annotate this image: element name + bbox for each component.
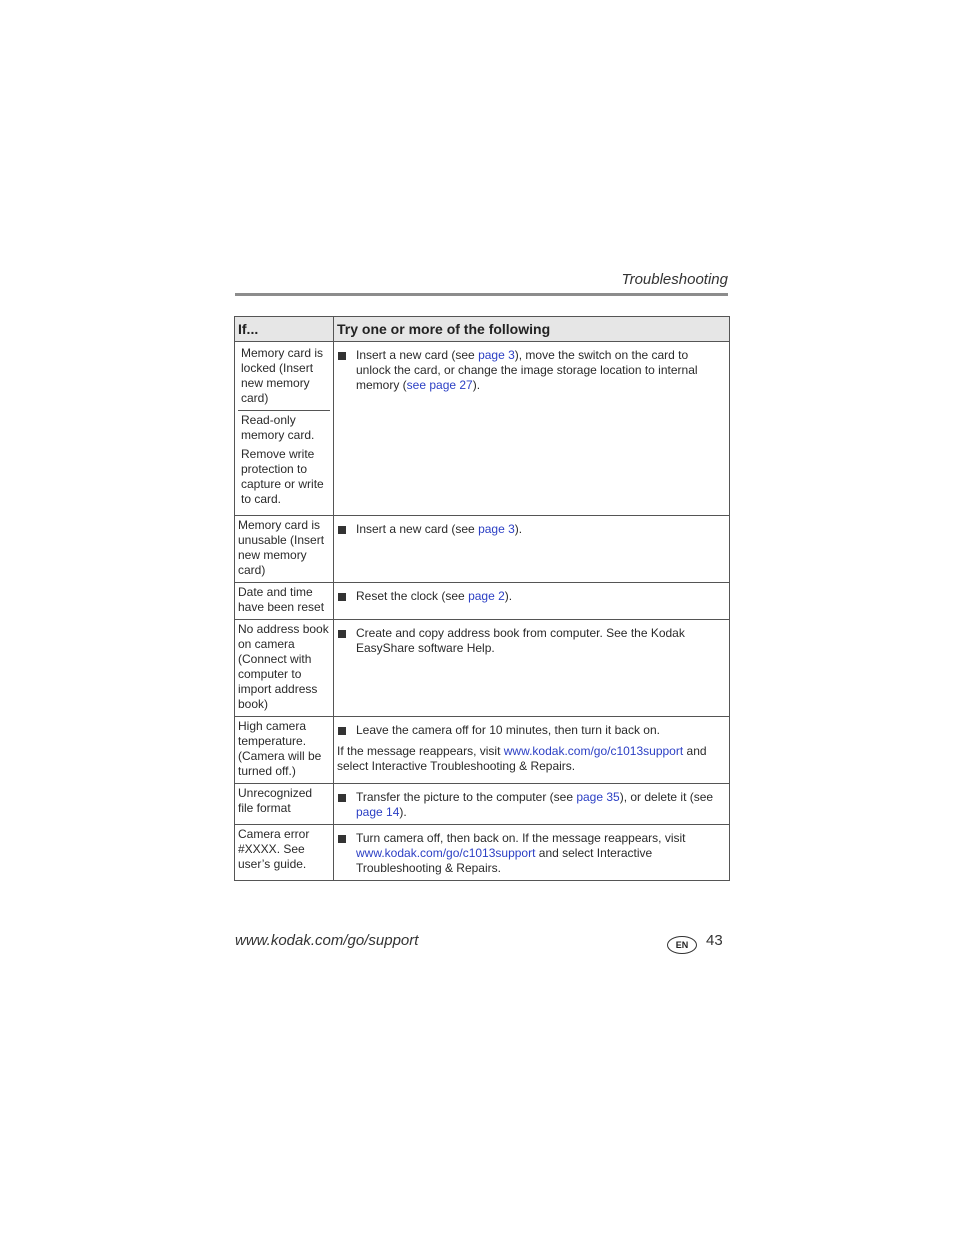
language-badge: EN — [667, 936, 697, 954]
try-cell — [334, 516, 730, 583]
if-read-only-text: Read-only memory card. — [241, 413, 315, 442]
item-text: Create and copy address book from computer. See the Kodak EasyShare software Help. — [356, 626, 685, 655]
note-text — [337, 744, 726, 774]
link-support-url[interactable]: www.kodak.com/go/c1013support — [503, 744, 684, 758]
if-read-only — [238, 410, 330, 511]
header-if: If... — [235, 317, 334, 342]
item-text: Insert a new card (see — [356, 522, 479, 536]
list-item — [337, 348, 726, 393]
if-cell — [235, 342, 334, 516]
square-bullet-icon — [338, 630, 346, 638]
link-support-url[interactable]: www.kodak.com/go/c1013support — [356, 846, 536, 860]
list-item — [337, 626, 726, 656]
table-row — [235, 342, 730, 516]
try-cell — [334, 583, 730, 620]
page-number: 43 — [706, 932, 723, 949]
if-memory-locked: Memory card is locked (Insert new memory card) — [241, 346, 324, 405]
square-bullet-icon — [338, 593, 346, 601]
try-cell — [334, 717, 730, 784]
try-cell — [334, 620, 730, 717]
table-row — [235, 516, 730, 583]
item-text: Reset the clock (see — [356, 589, 469, 603]
square-bullet-icon — [338, 352, 346, 360]
link-page-14[interactable]: page 14 — [356, 805, 400, 819]
table-row — [235, 784, 730, 825]
header-try: Try one or more of the following — [334, 317, 730, 342]
if-cell: High camera temperature. (Camera will be turned off.) — [235, 717, 334, 784]
item-text: Leave the camera off for 10 minutes, then turn it back on. — [356, 723, 660, 737]
if-cell: Unrecognized file format — [235, 784, 334, 825]
item-text: ), or delete it (see — [619, 790, 714, 804]
square-bullet-icon — [338, 835, 346, 843]
header-rule — [235, 293, 728, 296]
try-cell — [334, 342, 730, 516]
if-cell: Date and time have been reset — [235, 583, 334, 620]
square-bullet-icon — [338, 794, 346, 802]
item-text: Transfer the picture to the computer (see — [356, 790, 577, 804]
table-row — [235, 825, 730, 881]
item-text: ). — [504, 589, 513, 603]
note-text-a: If the message reappears, visit — [337, 744, 504, 758]
link-page-2[interactable]: page 2 — [468, 589, 505, 603]
troubleshooting-table — [234, 316, 730, 881]
table-row — [235, 620, 730, 717]
list-item — [337, 522, 726, 537]
table-row — [235, 583, 730, 620]
link-page-3[interactable]: page 3 — [478, 348, 515, 362]
item-text: ). — [472, 378, 481, 392]
note-text-b: and select Interactive Troubleshooting & Repairs. — [337, 744, 707, 773]
try-cell — [334, 825, 730, 881]
list-item — [337, 831, 726, 876]
item-text: Insert a new card (see — [356, 348, 479, 362]
if-cell: No address book on camera (Connect with computer to import address book) — [235, 620, 334, 717]
square-bullet-icon — [338, 526, 346, 534]
square-bullet-icon — [338, 727, 346, 735]
try-cell — [334, 784, 730, 825]
link-page-27[interactable]: see page 27 — [406, 378, 473, 392]
if-remove-protection-text: Remove write protection to capture or write to card. — [241, 447, 324, 506]
item-text: ). — [514, 522, 523, 536]
table-row — [235, 717, 730, 784]
list-item — [337, 790, 726, 820]
item-text: Turn camera off, then back on. If the message reappears, visit — [356, 831, 686, 845]
section-title: Troubleshooting — [621, 271, 728, 288]
table-header-row — [235, 317, 730, 342]
item-text: ). — [399, 805, 407, 819]
item-text: and select Interactive Troubleshooting & Repairs. — [356, 846, 653, 875]
footer-url: www.kodak.com/go/support — [235, 932, 419, 949]
item-text: ), move the switch on the card to unlock the card, or change the image storage location to internal memory ( — [356, 348, 698, 392]
if-cell: Memory card is unusable (Insert new memory card) — [235, 516, 334, 583]
if-cell: Camera error #XXXX. See user’s guide. — [235, 825, 334, 881]
list-item — [337, 589, 726, 604]
link-page-35[interactable]: page 35 — [576, 790, 620, 804]
list-item — [337, 723, 726, 738]
link-page-3[interactable]: page 3 — [478, 522, 515, 536]
